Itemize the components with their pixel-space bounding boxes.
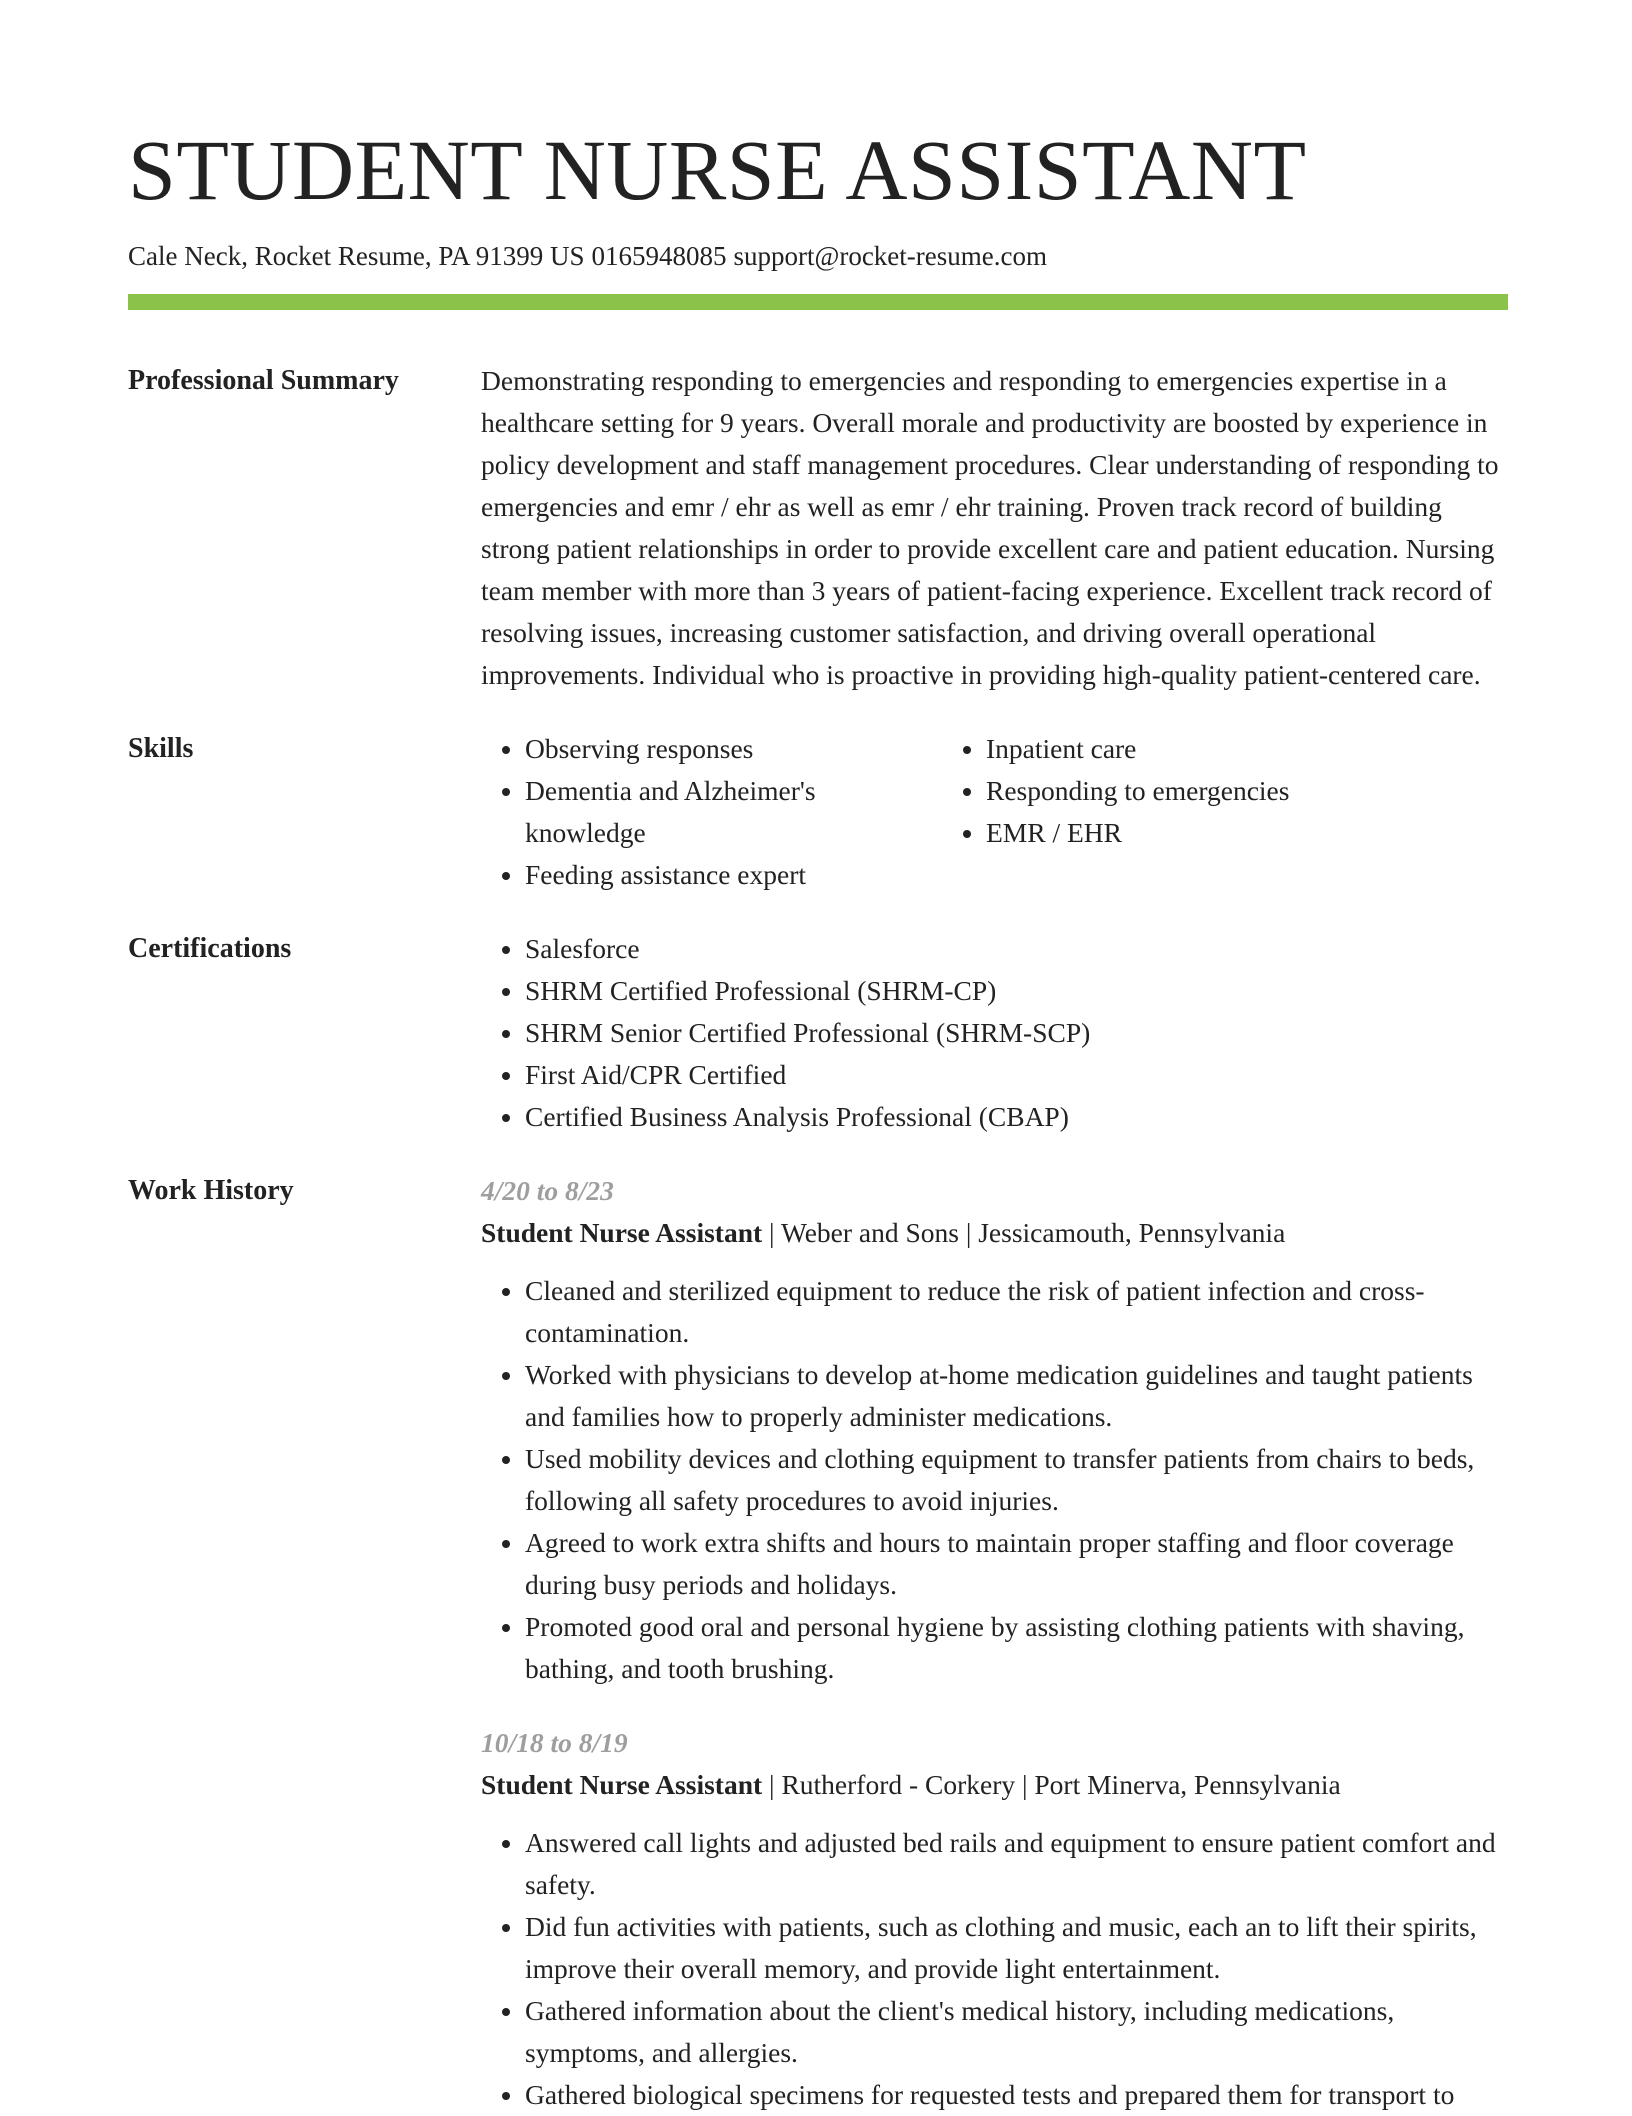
summary-section — [128, 360, 1508, 696]
certifications-section — [128, 928, 1508, 1138]
resume-page — [128, 0, 1508, 2116]
job-location: Port Minerva, Pennsylvania — [1034, 1769, 1341, 1800]
candidate-name: STUDENT NURSE ASSISTANT — [128, 122, 1307, 218]
job-bullets — [481, 1822, 1508, 2116]
job-entry — [481, 1722, 1508, 2116]
job-bullets — [481, 1270, 1508, 1690]
work-history-heading: Work History — [128, 1175, 294, 1206]
contact-line — [128, 238, 1508, 274]
skill-item: • Dementia and Alzheimer's knowledge — [525, 770, 942, 854]
job-bullet: • Gathered information about the client's medical history, including medications, symptoms, and allergies. — [525, 1990, 1508, 2074]
skill-item: • Feeding assistance expert — [525, 854, 942, 896]
certification-item: • Salesforce — [525, 928, 1508, 970]
certification-item: • SHRM Certified Professional (SHRM-CP) — [525, 970, 1508, 1012]
skill-item: • Observing responses — [525, 728, 942, 770]
job-bullet: • Cleaned and sterilized equipment to reduce the risk of patient infection and cross-contamination. — [525, 1270, 1508, 1354]
certifications-body — [481, 928, 1508, 1138]
skill-item: • Inpatient care — [986, 728, 1289, 770]
job-heading: Student Nurse Assistant | Rutherford - Corkery | Port Minerva, Pennsylvania — [481, 1769, 1341, 1800]
certification-item: • SHRM Senior Certified Professional (SHRM-SCP) — [525, 1012, 1508, 1054]
job-bullet: • Promoted good oral and personal hygiene by assisting clothing patients with shaving, bathing, and tooth brushing. — [525, 1606, 1508, 1690]
skills-heading: Skills — [128, 733, 194, 764]
job-bullet: • Gathered biological specimens for requested tests and prepared them for transport to — [525, 2074, 1508, 2116]
summary-body — [481, 360, 1508, 696]
job-title: Student Nurse Assistant — [481, 1769, 763, 1800]
job-title: Student Nurse Assistant — [481, 1217, 763, 1248]
job-dates: 10/18 to 8/19 — [481, 1727, 628, 1758]
job-location: Jessicamouth, Pennsylvania — [978, 1217, 1286, 1248]
certification-item: • Certified Business Analysis Professional (CBAP) — [525, 1096, 1508, 1138]
work-history-section — [128, 1170, 1508, 2116]
job-bullet: • Used mobility devices and clothing equipment to transfer patients from chairs to beds, following all safety procedures to avoid injuries. — [525, 1438, 1508, 1522]
certifications-heading: Certifications — [128, 933, 292, 964]
job-heading: Student Nurse Assistant | Weber and Sons | Jessicamouth, Pennsylvania — [481, 1217, 1286, 1248]
certifications-list — [481, 928, 1508, 1138]
job-entry — [481, 1170, 1508, 1690]
job-company: Rutherford - Corkery — [781, 1769, 1016, 1800]
skills-column-2 — [942, 728, 1289, 896]
contact-email[interactable]: support@rocket-resume.com — [733, 241, 1047, 271]
job-company: Weber and Sons — [780, 1217, 959, 1248]
summary-text: Demonstrating responding to emergencies and responding to emergencies expertise in a healthcare setting for 9 years. Overall morale and productivity are boosted by experience in policy development and staff management procedures. Clear understanding of responding to emergencies and emr / ehr as well as emr / ehr training. Proven track record of building strong patient relationships in order to provide excellent care and patient education. Nursing team member with more than 3 years of patient-facing experience. Excellent track record of resolving issues, increasing customer satisfaction, and driving overall operational improvements. Individual who is proactive in providing high-quality patient-centered care. — [481, 365, 1499, 690]
skills-section — [128, 728, 1508, 896]
contact-phone: 0165948085 — [591, 241, 727, 271]
header-divider — [128, 294, 1508, 310]
skill-item: • EMR / EHR — [986, 812, 1289, 854]
skills-body — [481, 728, 1508, 896]
work-history-body — [481, 1170, 1508, 2116]
skill-item: • Responding to emergencies — [986, 770, 1289, 812]
contact-address: Cale Neck, Rocket Resume, PA 91399 US — [128, 241, 585, 271]
job-bullet: • Answered call lights and adjusted bed rails and equipment to ensure patient comfort and safety. — [525, 1822, 1508, 1906]
summary-heading: Professional Summary — [128, 365, 399, 396]
skills-column-1 — [481, 728, 942, 896]
job-bullet: • Did fun activities with patients, such as clothing and music, each an to lift their spirits, improve their overall memory, and provide light entertainment. — [525, 1906, 1508, 1990]
skills-grid — [481, 728, 1508, 896]
certification-item: • First Aid/CPR Certified — [525, 1054, 1508, 1096]
job-bullet: • Agreed to work extra shifts and hours to maintain proper staffing and floor coverage during busy periods and holidays. — [525, 1522, 1508, 1606]
job-bullet: • Worked with physicians to develop at-home medication guidelines and taught patients and families how to properly administer medications. — [525, 1354, 1508, 1438]
job-dates: 4/20 to 8/23 — [481, 1175, 614, 1206]
